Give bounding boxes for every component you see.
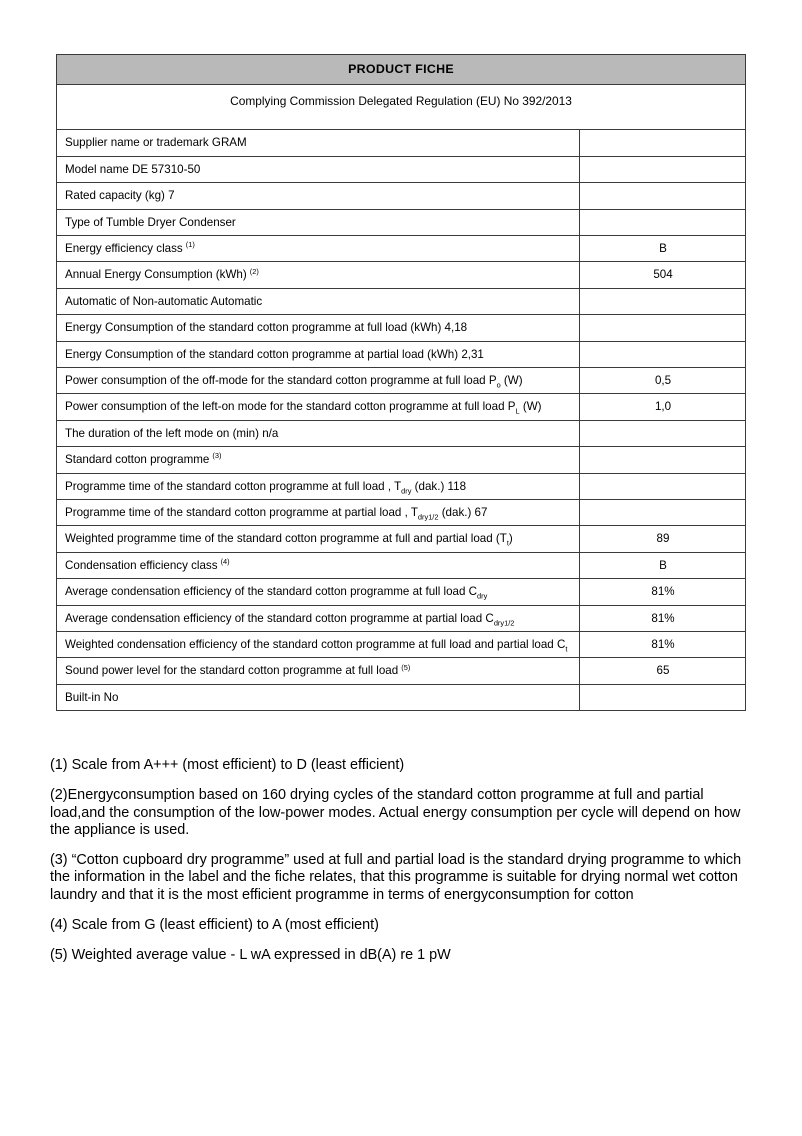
row-value: 65 — [580, 658, 746, 684]
footnote-marker: (4) — [218, 556, 230, 566]
footnotes-list — [50, 757, 750, 965]
page-title: PRODUCT FICHE — [57, 55, 746, 85]
regulation-subtitle: Complying Commission Delegated Regulation (EU) No 392/2013 — [57, 84, 746, 130]
symbol-expression: Power consumption of the left-on mode for the standard cotton programme at full load $P_L$ (W) — [65, 400, 542, 416]
table-row — [57, 500, 746, 526]
row-label: Energy Consumption of the standard cotton programme at full load (kWh) 4,18 — [57, 315, 580, 341]
footnote-marker: (1) — [183, 240, 195, 250]
row-value — [580, 209, 746, 235]
row-value — [580, 315, 746, 341]
table-row — [57, 156, 746, 182]
row-label — [57, 394, 580, 420]
row-label: Supplier name or trademark GRAM — [57, 130, 580, 156]
symbol-expression: Weighted programme time of the standard cotton programme at full and partial load $(T_t)$ — [65, 532, 513, 548]
row-label: Energy efficiency class $^{(1)}$ — [57, 235, 580, 261]
row-value — [580, 500, 746, 526]
symbol-expression: Programme time of the standard cotton programme at full load , $T_{dry}$ (dak.) 118 — [65, 479, 467, 495]
subscript: o — [496, 380, 501, 390]
subscript: t — [506, 538, 509, 548]
symbol-expression: Average condensation efficiency of the standard cotton programme at full load $C_{dry}$ — [65, 585, 488, 601]
row-label — [57, 526, 580, 552]
table-row — [57, 605, 746, 631]
row-label: Model name DE 57310-50 — [57, 156, 580, 182]
row-label: The duration of the left mode on (min) n/a — [57, 420, 580, 446]
row-label: Standard cotton programme $^{(3)}$ — [57, 447, 580, 473]
row-label: Built-in No — [57, 684, 580, 710]
row-value: B — [580, 235, 746, 261]
row-label: Sound power level for the standard cotton programme at full load $^{(5)}$ — [57, 658, 580, 684]
table-row — [57, 341, 746, 367]
row-label — [57, 579, 580, 605]
footnote-marker: (2) — [247, 266, 259, 276]
row-label: Rated capacity (kg) 7 — [57, 183, 580, 209]
table-row — [57, 315, 746, 341]
table-body — [57, 55, 746, 130]
table-row — [57, 526, 746, 552]
table-row — [57, 473, 746, 499]
table-row — [57, 262, 746, 288]
spec-rows — [57, 130, 746, 711]
table-row — [57, 209, 746, 235]
table-title-row — [57, 55, 746, 85]
symbol-expression: Average condensation efficiency of the standard cotton programme at partial load $C_{dry1/2}$ — [65, 611, 515, 627]
table-subtitle-row — [57, 84, 746, 130]
footnote-marker: (5) — [399, 662, 411, 672]
table-row — [57, 235, 746, 261]
subscript: L — [515, 406, 520, 416]
symbol-expression: Power consumption of the off-mode for the standard cotton programme at full load $P_o$ (W) — [65, 373, 523, 390]
table-row — [57, 394, 746, 420]
table-row — [57, 420, 746, 446]
footnote: (2)Energyconsumption based on 160 drying cycles of the standard cotton programme at full and partial load,and the consumption of the low-power modes. Actual energy consumption per cycle will depend on how the appliance is used. — [50, 787, 741, 838]
symbol-expression: Programme time of the standard cotton programme at partial load , $T_{dry1/2}$ (dak.) 67 — [65, 506, 488, 522]
row-label: Type of Tumble Dryer Condenser — [57, 209, 580, 235]
row-label — [57, 632, 580, 658]
product-fiche-table — [56, 54, 746, 711]
footnote: (3) “Cotton cupboard dry programme” used at full and partial load is the standard drying programme to which the information in the label and the fiche relates, that this programme is suitable for drying normal wet cotton laundry and that it is the most efficient programme in terms of energyconsumption for cotton — [50, 852, 742, 903]
row-value: 1,0 — [580, 394, 746, 420]
table-row — [57, 447, 746, 473]
table-row — [57, 684, 746, 710]
symbol-expression: Weighted condensation efficiency of the standard cotton programme at full load and partial load $C_t$ — [65, 638, 568, 654]
table-row — [57, 658, 746, 684]
table-row — [57, 183, 746, 209]
row-value: 81% — [580, 579, 746, 605]
row-value — [580, 183, 746, 209]
table-row — [57, 632, 746, 658]
row-value — [580, 288, 746, 314]
row-label: Automatic of Non-automatic Automatic — [57, 288, 580, 314]
footnote: (4) Scale from G (least efficient) to A (most efficient) — [50, 916, 379, 933]
row-value: 81% — [580, 632, 746, 658]
subscript: t — [565, 644, 568, 654]
row-label — [57, 473, 580, 499]
subscript: dry1/2 — [417, 512, 439, 522]
row-value: 81% — [580, 605, 746, 631]
subscript: dry1/2 — [493, 617, 515, 627]
row-value — [580, 684, 746, 710]
table-row — [57, 288, 746, 314]
row-value: 89 — [580, 526, 746, 552]
subscript: dry — [401, 485, 412, 495]
row-value: B — [580, 552, 746, 578]
row-value: 504 — [580, 262, 746, 288]
table-row — [57, 367, 746, 393]
row-value — [580, 130, 746, 156]
subscript: dry — [477, 591, 488, 601]
footnote-marker: (3) — [210, 451, 222, 461]
row-label — [57, 605, 580, 631]
row-value — [580, 156, 746, 182]
row-label: Energy Consumption of the standard cotton programme at partial load (kWh) 2,31 — [57, 341, 580, 367]
row-value — [580, 473, 746, 499]
table-row — [57, 130, 746, 156]
row-label: Condensation efficiency class $^{(4)}$ — [57, 552, 580, 578]
footnote: (5) Weighted average value - L wA expressed in dB(A) re 1 pW — [50, 947, 451, 964]
footnote: (1) Scale from A+++ (most efficient) to D (least efficient) — [50, 757, 405, 773]
row-value — [580, 447, 746, 473]
table-row — [57, 552, 746, 578]
row-value — [580, 341, 746, 367]
table-row — [57, 579, 746, 605]
row-value — [580, 420, 746, 446]
row-label: Annual Energy Consumption (kWh) $^{(2)}$ — [57, 262, 580, 288]
row-label — [57, 500, 580, 526]
row-label — [57, 367, 580, 393]
row-value: 0,5 — [580, 367, 746, 393]
